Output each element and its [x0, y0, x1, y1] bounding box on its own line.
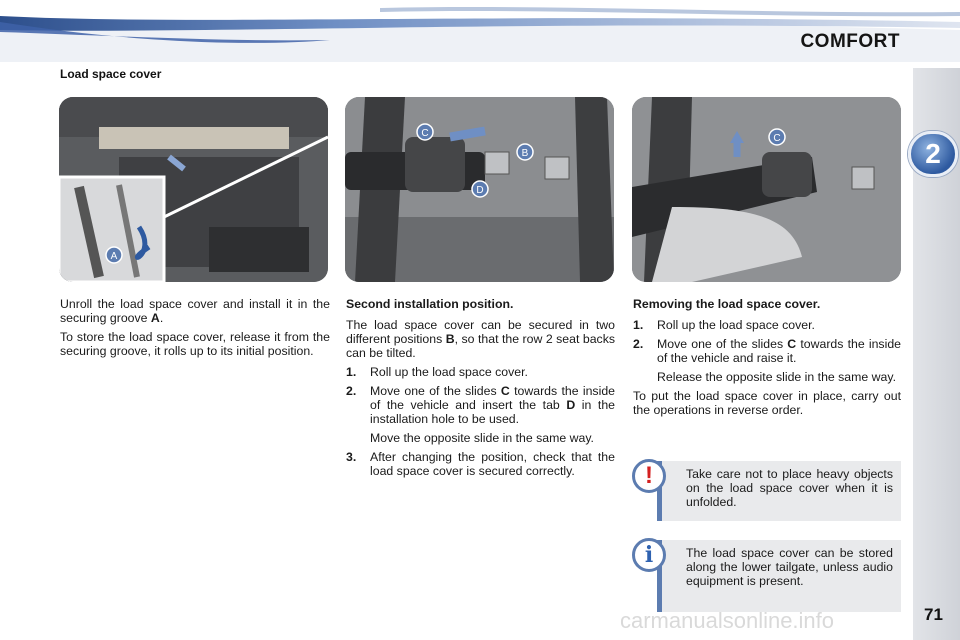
photo-rear-load-space: [59, 97, 328, 282]
step-1: 1. Roll up the load space cover.: [346, 365, 528, 379]
warning-note-text: Take care not to place heavy objects on the load space cover when it is unfolded.: [686, 467, 893, 509]
ref-a: A: [150, 311, 160, 325]
info-note-text: The load space cover can be stored along the lower tailgate, unless audio equipment is present.: [686, 546, 893, 588]
column-second-position: [346, 297, 615, 483]
info-note: [657, 540, 901, 612]
removing-step-2: 2. Move one of the slides C towards the inside of the vehicle and raise it.: [633, 337, 901, 365]
second-position-heading: Second installation position.: [346, 297, 514, 311]
store-paragraph: To store the load space cover, release it from the securing groove, it rolls up to its initial position.: [60, 330, 330, 358]
step-2: 2. Move one of the slides C towards the inside of the vehicle and insert the tab D in the installation hole to be used.: [346, 384, 616, 426]
removing-step-2-extra: Release the opposite slide in the same way.: [657, 370, 897, 384]
photo-label-a: A: [110, 251, 118, 262]
section-title: COMFORT: [800, 31, 900, 52]
photo-label-c: C: [421, 128, 429, 139]
step-2-extra: Move the opposite slide in the same way.: [370, 431, 594, 445]
page-subtitle: Load space cover: [60, 67, 162, 81]
column-install: [60, 297, 330, 363]
chapter-tab[interactable]: 2: [908, 131, 958, 177]
install-paragraph: Unroll the load space cover and install it in the securing groove A.: [60, 297, 330, 325]
photo-label-c-removal: C: [773, 133, 781, 144]
removing-closing: To put the load space cover in place, carry out the operations in reverse order.: [633, 389, 901, 417]
photo-label-d: D: [476, 185, 484, 196]
page-number: 71: [924, 605, 943, 624]
info-icon: i: [632, 538, 666, 572]
photo-installation-slides: [345, 97, 614, 282]
second-position-intro: The load space cover can be secured in two different positions B, so that the row 2 seat backs can be tilted.: [346, 318, 616, 360]
column-removing: [633, 297, 901, 422]
warning-icon: !: [632, 459, 666, 493]
removing-step-1: 1. Roll up the load space cover.: [633, 318, 815, 332]
photo-label-b: B: [521, 148, 529, 159]
watermark: carmanualsonline.info: [620, 608, 835, 633]
step-3: 3. After changing the position, check that the load space cover is secured correctly.: [346, 450, 615, 478]
warning-note: [657, 461, 901, 521]
photo-removal-slides: [632, 97, 901, 282]
removing-heading: Removing the load space cover.: [633, 297, 821, 311]
